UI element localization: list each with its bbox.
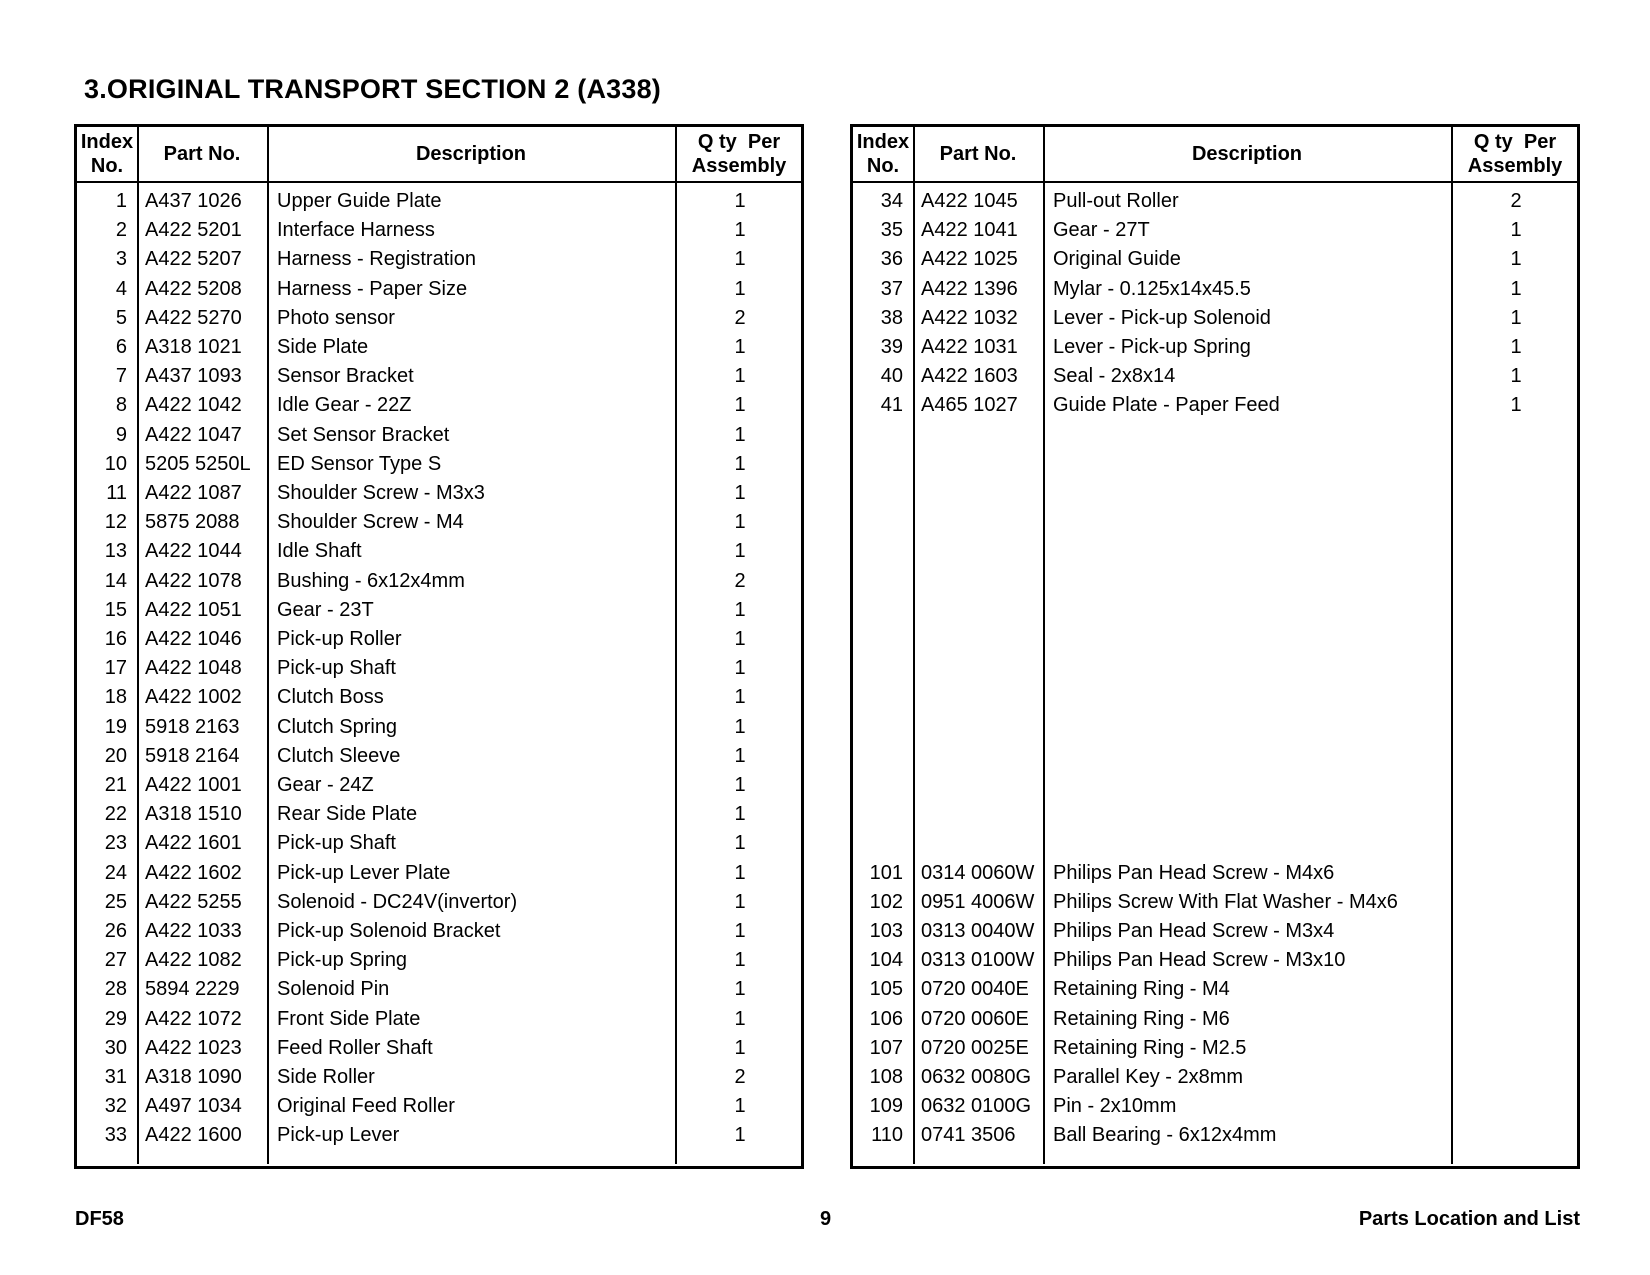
table-row [77,421,801,450]
part-no-cell: A422 1031 [921,336,1018,358]
part-no-cell: 5875 2088 [145,511,240,534]
table-row [853,771,1577,800]
qty-cell: 1 [734,803,746,826]
table-row [77,275,801,304]
part-no-cell: A422 1047 [145,423,242,446]
part-no-cell: 0313 0040W [921,920,1035,942]
part-no-cell: A422 1045 [921,190,1018,212]
table-row [853,1092,1577,1121]
index-cell: 29 [104,1007,127,1030]
index-cell: 24 [104,861,127,884]
table-row [77,713,801,742]
description-cell: Pick-up Lever [277,1124,400,1147]
table-row [853,859,1577,888]
table-row [77,216,801,245]
description-cell: ED Sensor Type S [277,452,442,475]
description-cell: Photo sensor [277,306,395,329]
index-cell: 3 [115,248,127,271]
index-cell: 5 [115,306,127,329]
qty-cell: 1 [734,920,746,942]
description-cell: Idle Shaft [277,540,362,563]
description-cell: Clutch Sleeve [277,744,401,767]
table-row [77,1034,801,1063]
description-cell: Pin - 2x10mm [1053,1095,1177,1118]
index-cell: 28 [104,978,127,1001]
parts-table-left [74,124,804,1169]
qty-cell: 1 [734,336,746,358]
header-index-line1: Index [856,131,910,153]
part-no-cell: 0313 0100W [921,949,1035,972]
part-no-cell: A422 1603 [921,365,1018,388]
qty-cell: 1 [734,715,746,738]
description-cell: Shoulder Screw - M4 [277,511,464,534]
qty-cell: 1 [734,978,746,1001]
qty-cell: 1 [734,248,746,271]
qty-cell: 1 [734,628,746,650]
table-row [77,859,801,888]
part-no-cell: A422 1046 [145,628,242,650]
part-no-cell: A422 1044 [145,540,242,563]
index-cell: 22 [104,803,127,826]
table-row [77,508,801,537]
table-row [77,1092,801,1121]
index-cell: 40 [880,365,903,388]
table-row [853,1121,1577,1150]
index-cell: 10 [104,452,127,475]
index-cell: 103 [869,920,903,942]
qty-cell: 1 [734,657,746,680]
table-row [853,975,1577,1004]
index-cell: 7 [115,365,127,388]
header-divider [853,181,1577,183]
qty-cell: 1 [734,890,746,913]
index-cell: 17 [104,657,127,680]
description-cell: Mylar - 0.125x14x45.5 [1053,277,1251,300]
description-cell: Pull-out Roller [1053,190,1179,212]
description-cell: Clutch Boss [277,686,384,709]
qty-cell: 1 [734,861,746,884]
part-no-cell: A422 1032 [921,306,1018,329]
index-cell: 8 [115,394,127,417]
qty-cell: 1 [734,744,746,767]
table-row [853,421,1577,450]
description-cell: Pick-up Spring [277,949,408,972]
table-row [77,917,801,946]
table-row [77,362,801,391]
table-row [853,625,1577,654]
part-no-cell: A422 5255 [145,890,242,913]
header-qty-line1: Q ty Per [697,131,781,153]
qty-cell: 1 [734,394,746,417]
description-cell: Philips Screw With Flat Washer - M4x6 [1053,890,1398,913]
part-no-cell: A422 1602 [145,861,242,884]
qty-cell: 1 [734,423,746,446]
part-no-cell: A437 1093 [145,365,242,388]
index-cell: 13 [104,540,127,563]
part-no-cell: 0720 0040E [921,978,1029,1001]
index-cell: 107 [869,1036,903,1059]
table-row [77,537,801,566]
table-row [853,304,1577,333]
index-cell: 9 [115,423,127,446]
index-cell: 33 [104,1124,127,1147]
table-row [853,596,1577,625]
part-no-cell: 0720 0060E [921,1007,1029,1030]
description-cell: Rear Side Plate [277,803,418,826]
table-row [77,800,801,829]
table-row [77,888,801,917]
qty-cell: 2 [734,569,746,592]
description-cell: Retaining Ring - M2.5 [1053,1036,1247,1059]
table-row [853,800,1577,829]
qty-cell: 1 [734,482,746,504]
header-part-no: Part No. [163,143,241,165]
part-no-cell: A422 1396 [921,277,1018,300]
qty-cell: 2 [734,1066,746,1088]
part-no-cell: 0951 4006W [921,890,1035,913]
part-no-cell: 5894 2229 [145,978,240,1001]
qty-cell: 1 [734,949,746,972]
table-row [77,391,801,420]
description-cell: Pick-up Lever Plate [277,861,451,884]
table-row [77,596,801,625]
index-cell: 12 [104,511,127,534]
part-no-cell: A318 1510 [145,803,242,826]
index-cell: 11 [106,482,127,504]
part-no-cell: A422 1025 [921,248,1018,271]
index-cell: 32 [104,1095,127,1118]
index-cell: 39 [880,336,903,358]
description-cell: Gear - 24Z [277,774,374,796]
part-no-cell: A422 1023 [145,1036,242,1059]
header-description: Description [1191,143,1303,165]
description-cell: Lever - Pick-up Spring [1053,336,1251,358]
description-cell: Interface Harness [277,219,435,242]
table-row [77,450,801,479]
index-cell: 101 [869,861,903,884]
description-cell: Lever - Pick-up Solenoid [1053,306,1271,329]
qty-cell: 1 [734,190,746,212]
table-row [77,742,801,771]
table-row [77,683,801,712]
description-cell: Retaining Ring - M6 [1053,1007,1230,1030]
table-row [77,771,801,800]
part-no-cell: A422 1082 [145,949,242,972]
qty-cell: 1 [734,686,746,709]
footer-section-name: Parts Location and List [1358,1208,1580,1230]
index-cell: 104 [869,949,903,972]
description-cell: Harness - Registration [277,248,476,271]
index-cell: 108 [869,1066,903,1088]
index-cell: 21 [104,774,127,796]
part-no-cell: A422 5208 [145,277,242,300]
description-cell: Gear - 23T [277,598,374,621]
description-cell: Upper Guide Plate [277,190,442,212]
part-no-cell: A422 1601 [145,832,242,855]
table-row [77,654,801,683]
description-cell: Pick-up Shaft [277,657,396,680]
page-title: 3.ORIGINAL TRANSPORT SECTION 2 (A338) [84,74,661,104]
description-cell: Clutch Spring [277,715,398,738]
header-index [853,127,913,181]
description-cell: Feed Roller Shaft [277,1036,433,1059]
table-row [77,333,801,362]
index-cell: 19 [104,715,127,738]
description-cell: Seal - 2x8x14 [1053,365,1176,388]
index-cell: 15 [104,598,127,621]
part-no-cell: 0720 0025E [921,1036,1029,1059]
footer-model: DF58 [75,1208,124,1230]
index-cell: 105 [869,978,903,1001]
part-no-cell: A422 1033 [145,920,242,942]
part-no-cell: 5205 5250L [145,452,251,475]
part-no-cell: 5918 2163 [145,715,240,738]
description-cell: Philips Pan Head Screw - M3x10 [1053,949,1346,972]
index-cell: 106 [869,1007,903,1030]
qty-cell: 1 [734,277,746,300]
header-index-line2: No. [90,155,124,177]
description-cell: Pick-up Roller [277,628,402,650]
index-cell: 6 [115,336,127,358]
part-no-cell: A422 1041 [921,219,1018,242]
table-row [853,683,1577,712]
table-row [853,479,1577,508]
table-row [853,391,1577,420]
index-cell: 16 [104,628,127,650]
table-row [853,742,1577,771]
index-cell: 31 [104,1066,127,1088]
qty-cell: 1 [1510,336,1522,358]
index-cell: 110 [871,1124,903,1147]
part-no-cell: A422 5270 [145,306,242,329]
table-row [77,1005,801,1034]
index-cell: 20 [104,744,127,767]
part-no-cell: A422 1087 [145,482,242,504]
part-no-cell: A422 1048 [145,657,242,680]
qty-cell: 1 [734,452,746,475]
table-row [853,537,1577,566]
description-cell: Solenoid - DC24V(invertor) [277,890,518,913]
table-row [77,479,801,508]
table-row [853,245,1577,274]
header-part-no: Part No. [939,143,1017,165]
part-no-cell: A422 5207 [145,248,242,271]
description-cell: Pick-up Shaft [277,832,396,855]
table-row [853,508,1577,537]
qty-cell: 2 [734,306,746,329]
table-row [77,946,801,975]
qty-cell: 1 [1510,248,1522,271]
part-no-cell: A422 5201 [145,219,242,242]
qty-cell: 1 [734,1007,746,1030]
index-cell: 41 [880,394,903,417]
table-row [77,1121,801,1150]
qty-cell: 1 [734,540,746,563]
table-row [853,654,1577,683]
description-cell: Front Side Plate [277,1007,421,1030]
part-no-cell: A422 1042 [145,394,242,417]
table-row [77,304,801,333]
part-no-cell: 0314 0060W [921,861,1035,884]
table-row [853,216,1577,245]
qty-cell: 1 [734,598,746,621]
index-cell: 18 [104,686,127,709]
description-cell: Solenoid Pin [277,978,390,1001]
part-no-cell: A422 1002 [145,686,242,709]
table-row [853,1005,1577,1034]
part-no-cell: A318 1021 [145,336,242,358]
table-row [77,187,801,216]
description-cell: Side Plate [277,336,369,358]
table-row [77,1063,801,1092]
part-no-cell: 0741 3506 [921,1124,1016,1147]
header-index [77,127,137,181]
qty-cell: 1 [734,1095,746,1118]
index-cell: 27 [104,949,127,972]
description-cell: Original Guide [1053,248,1181,271]
index-cell: 25 [104,890,127,913]
index-cell: 4 [115,277,127,300]
index-cell: 2 [115,219,127,242]
qty-cell: 1 [734,774,746,796]
description-cell: Parallel Key - 2x8mm [1053,1066,1244,1088]
index-cell: 26 [104,920,127,942]
table-row [853,1034,1577,1063]
table-row [853,713,1577,742]
header-qty-line2: Assembly [1467,155,1563,177]
description-cell: Bushing - 6x12x4mm [277,569,465,592]
qty-cell: 1 [1510,365,1522,388]
part-no-cell: A422 1072 [145,1007,242,1030]
index-cell: 36 [880,248,903,271]
index-cell: 23 [104,832,127,855]
qty-cell: 1 [734,219,746,242]
description-cell: Guide Plate - Paper Feed [1053,394,1280,417]
part-no-cell: 0632 0080G [921,1066,1032,1088]
description-cell: Philips Pan Head Screw - M4x6 [1053,861,1335,884]
description-cell: Idle Gear - 22Z [277,394,412,417]
qty-cell: 1 [1510,306,1522,329]
description-cell: Pick-up Solenoid Bracket [277,920,501,942]
index-cell: 38 [880,306,903,329]
table-row [77,567,801,596]
index-cell: 35 [880,219,903,242]
part-no-cell: A422 1051 [145,598,242,621]
part-no-cell: A422 1001 [145,774,242,796]
index-cell: 14 [104,569,127,592]
footer-page-number: 9 [820,1208,832,1230]
index-cell: 34 [880,190,903,212]
qty-cell: 1 [1510,219,1522,242]
header-index-line1: Index [80,131,134,153]
qty-cell: 1 [734,1036,746,1059]
header-qty [1451,127,1579,181]
description-cell: Set Sensor Bracket [277,423,450,446]
qty-cell: 2 [1510,190,1522,212]
description-cell: Ball Bearing - 6x12x4mm [1053,1124,1277,1147]
part-no-cell: A465 1027 [921,394,1018,417]
description-cell: Side Roller [277,1066,375,1088]
table-row [853,1063,1577,1092]
table-row [853,333,1577,362]
index-cell: 37 [880,277,903,300]
header-qty-line1: Q ty Per [1473,131,1557,153]
header-index-line2: No. [866,155,900,177]
table-row [77,625,801,654]
description-cell: Philips Pan Head Screw - M3x4 [1053,920,1335,942]
index-cell: 30 [104,1036,127,1059]
qty-cell: 1 [734,511,746,534]
description-cell: Sensor Bracket [277,365,414,388]
table-row [77,975,801,1004]
part-no-cell: 0632 0100G [921,1095,1032,1118]
description-cell: Gear - 27T [1053,219,1150,242]
part-no-cell: A318 1090 [145,1066,242,1088]
part-no-cell: A422 1078 [145,569,242,592]
header-qty [675,127,803,181]
part-no-cell: A497 1034 [145,1095,242,1118]
description-cell: Harness - Paper Size [277,277,468,300]
qty-cell: 1 [1510,277,1522,300]
qty-cell: 1 [734,365,746,388]
table-row [853,275,1577,304]
qty-cell: 1 [734,832,746,855]
qty-cell: 1 [734,1124,746,1147]
table-row [853,362,1577,391]
part-no-cell: A437 1026 [145,190,242,212]
table-row [853,187,1577,216]
table-row [77,245,801,274]
index-cell: 109 [869,1095,903,1118]
table-row [853,917,1577,946]
table-row [853,567,1577,596]
table-row [77,829,801,858]
description-cell: Shoulder Screw - M3x3 [277,482,485,504]
table-row [853,829,1577,858]
description-cell: Original Feed Roller [277,1095,455,1118]
qty-cell: 1 [1510,394,1522,417]
header-qty-line2: Assembly [691,155,787,177]
index-cell: 1 [115,190,127,212]
index-cell: 102 [869,890,903,913]
part-no-cell: 5918 2164 [145,744,240,767]
table-row [853,946,1577,975]
description-cell: Retaining Ring - M4 [1053,978,1230,1001]
table-row [853,450,1577,479]
table-row [853,888,1577,917]
header-description: Description [415,143,527,165]
parts-table-right [850,124,1580,1169]
header-divider [77,181,801,183]
part-no-cell: A422 1600 [145,1124,242,1147]
